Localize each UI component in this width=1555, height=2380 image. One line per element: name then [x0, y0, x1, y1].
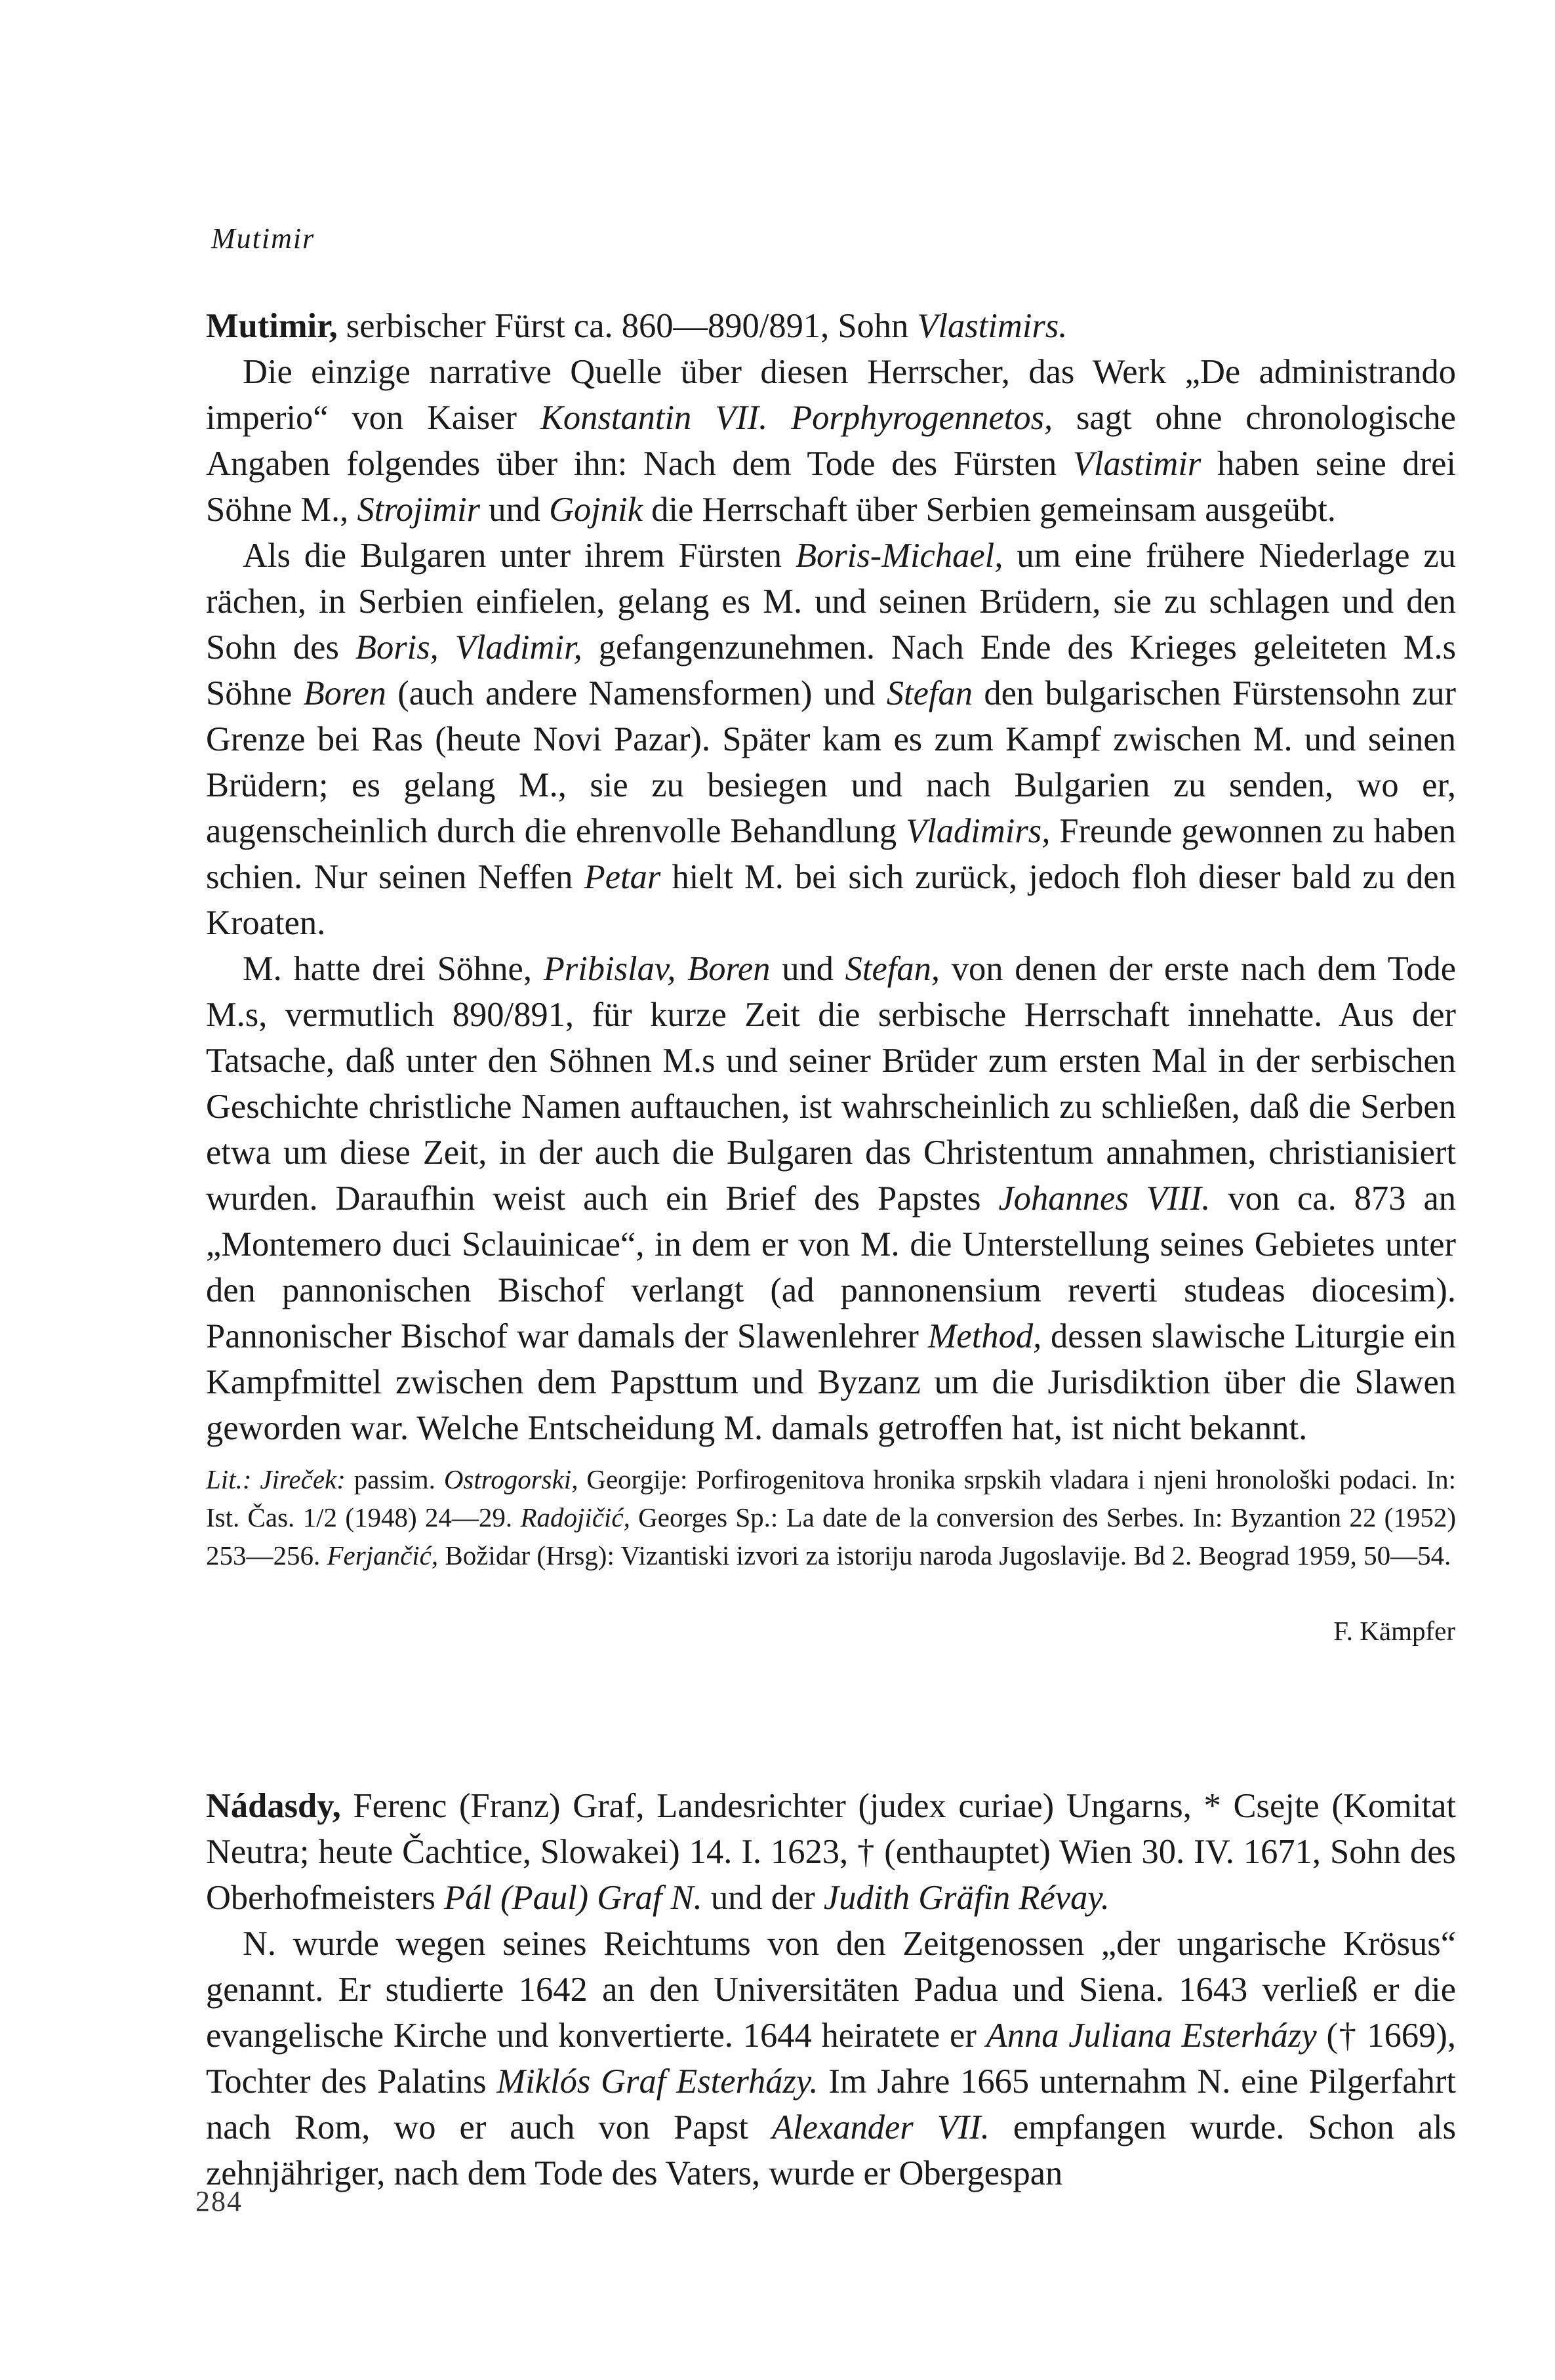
author-signature: F. Kämpfer — [1333, 1616, 1455, 1646]
headword: Nádasdy, — [206, 1787, 341, 1825]
paragraph: N. wurde wegen seines Reichtums von den Zeitgenossen „der ungarische Krösus“ genannt. Er studierte 1642 an den Universitäten Padua und Siena. 1643 verließ er die evangelische Kirche und konvertierte. 1644 heiratete er Anna Juliana Esterházy († 1669), Tochter des Palatins Miklós Graf Esterházy. Im Jahre 1665 unternahm N. eine Pilgerfahrt nach Rom, wo er auch von Papst Alexander VII. empfangen wurde. Schon als zehnjähriger, nach dem Tode des Vaters, wurde er Obergespan — [206, 1925, 1457, 2192]
page-number: 284 — [195, 2185, 243, 2217]
entry-intro: Nádasdy, Ferenc (Franz) Graf, Landesrichter (judex curiae) Ungarns, * Csejte (Komitat Neutra; heute Čachtice, Slowakei) 14. I. 1623, † (enthauptet) Wien 30. IV. 1671, Sohn des Oberhofmeisters Pál (Paul) Graf N. und der Judith Gräfin Révay. — [206, 1787, 1456, 1917]
paragraph: Die einzige narrative Quelle über diesen Herrscher, das Werk „De administrando imperio“ von Kaiser Konstantin VII. Porphyrogennetos, sagt ohne chronologische Angaben folgendes über ihn: Nach dem Tode des Fürsten Vlastimir haben seine drei Söhne M., Strojimir und Gojnik die Herrschaft über Serbien gemeinsam ausgeübt. — [206, 353, 1456, 529]
headword: Mutimir, — [206, 307, 338, 345]
literature-references: Lit.: Jireček: passim. Ostrogorski, Georgije: Porfirogenitova hronika srpskih vladara i njeni hronološki podaci. In: Ist. Čas. 1/2 (1948) 24—29. Radojičić, Georges Sp.: La date de la conversion des Serbes. In: Byzantion 22 (1952) 253—256. Ferjančić, Božidar (Hrsg): Vizantiski izvori za istoriju naroda Jugoslavije. Bd 2. Beograd 1959, 50—54. — [206, 1464, 1456, 1570]
paragraph: Als die Bulgaren unter ihrem Fürsten Boris-Michael, um eine frühere Niederlage zu rächen, in Serbien einfielen, gelang es M. und seinen Brüdern, sie zu schlagen und den Sohn des Boris, Vladimir, gefangenzunehmen. Nach Ende des Krieges geleiteten M.s Söhne Boren (auch andere Namensformen) und Stefan den bulgarischen Fürstensohn zur Grenze bei Ras (heute Novi Pazar). Später kam es zum Kampf zwischen M. und seinen Brüdern; es gelang M., sie zu besiegen und nach Bulgarien zu senden, wo er, augenscheinlich durch die ehrenvolle Behandlung Vladimirs, Freunde gewonnen zu haben schien. Nur seinen Neffen Petar hielt M. bei sich zurück, jedoch floh dieser bald zu den Kroaten. — [206, 537, 1457, 942]
running-head: Mutimir — [211, 222, 315, 255]
entry-intro: Mutimir, serbischer Fürst ca. 860—890/891, Sohn Vlastimirs. — [206, 307, 1068, 345]
entry-nadasdy — [206, 1783, 1456, 2196]
entry-mutimir — [206, 303, 1456, 1451]
paragraph: M. hatte drei Söhne, Pribislav, Boren und Stefan, von denen der erste nach dem Tode M.s, vermutlich 890/891, für kurze Zeit die serbische Herrschaft innehatte. Aus der Tatsache, daß unter den Söhnen M.s und seiner Brüder zum ersten Mal in der serbischen Geschichte christliche Namen auftauchen, ist wahrscheinlich zu schließen, daß die Serben etwa um diese Zeit, in der auch die Bulgaren das Christentum annahmen, christianisiert wurden. Daraufhin weist auch ein Brief des Papstes Johannes VIII. von ca. 873 an „Montemero duci Sclauinicae“, in dem er von M. die Unterstellung seines Gebietes unter den pannonischen Bischof verlangt (ad pannonensium reverti studeas diocesim). Pannonischer Bischof war damals der Slawenlehrer Method, dessen slawische Liturgie ein Kampfmittel zwischen dem Papsttum und Byzanz um die Jurisdiktion über die Slawen geworden war. Welche Entscheidung M. damals getroffen hat, ist nicht bekannt. — [206, 950, 1457, 1447]
